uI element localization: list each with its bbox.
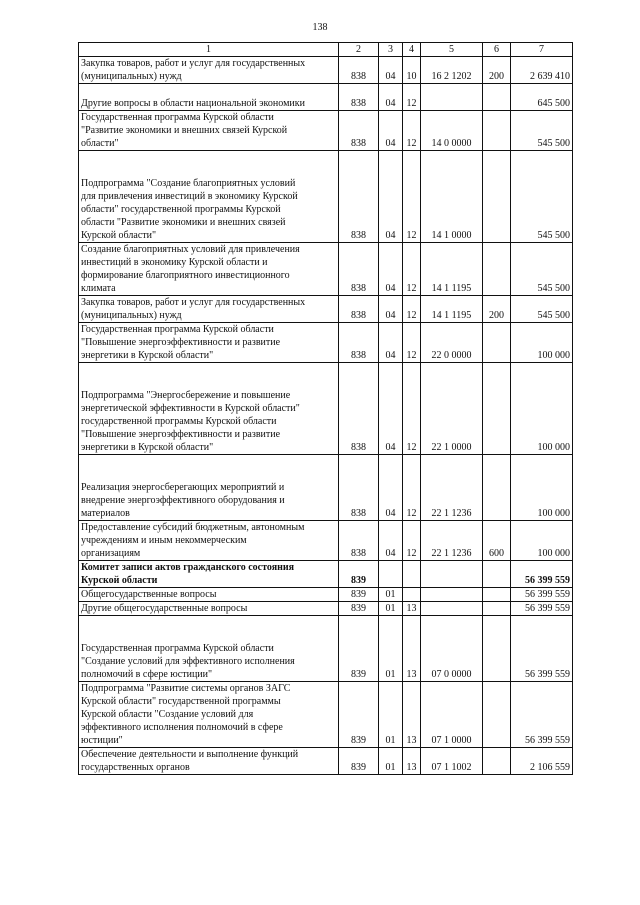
row-name-cell xyxy=(79,588,339,602)
table-row xyxy=(79,602,573,616)
row-name-text: Комитет записи актов гражданского состояния Курской области xyxy=(81,562,295,586)
amount-cell: 2 639 410 xyxy=(511,57,573,84)
subsection-cell: 12 xyxy=(403,84,421,111)
code-cell: 839 xyxy=(339,682,379,748)
expense-type-cell: 600 xyxy=(483,521,511,561)
table-row xyxy=(79,84,573,111)
subsection-cell: 13 xyxy=(403,602,421,616)
target-article-cell: 22 0 0000 xyxy=(421,323,483,363)
section-cell: 04 xyxy=(379,521,403,561)
amount-cell: 545 500 xyxy=(511,296,573,323)
row-name-cell xyxy=(79,748,339,775)
code-cell: 838 xyxy=(339,84,379,111)
target-article-cell xyxy=(421,84,483,111)
target-article-cell: 14 1 1195 xyxy=(421,243,483,296)
row-name-text: Подпрограмма "Создание благоприятных условий для привлечения инвестиций в экономику Курской области" государственной программы Курской области "Развитие экономики и внешних связей Курской области" xyxy=(81,178,298,241)
section-cell: 01 xyxy=(379,588,403,602)
column-header: 1 xyxy=(79,43,339,57)
code-cell: 839 xyxy=(339,588,379,602)
code-cell: 839 xyxy=(339,748,379,775)
row-name-text: Общегосударственные вопросы xyxy=(81,589,217,600)
row-name-cell xyxy=(79,151,339,243)
subsection-cell: 12 xyxy=(403,296,421,323)
amount-cell: 56 399 559 xyxy=(511,561,573,588)
target-article-cell: 07 0 0000 xyxy=(421,616,483,682)
code-cell: 838 xyxy=(339,296,379,323)
amount-cell: 56 399 559 xyxy=(511,602,573,616)
amount-cell: 100 000 xyxy=(511,363,573,455)
amount-cell: 645 500 xyxy=(511,84,573,111)
table-row xyxy=(79,111,573,151)
section-cell: 04 xyxy=(379,363,403,455)
section-cell: 04 xyxy=(379,243,403,296)
row-name-cell xyxy=(79,84,339,111)
row-name-text: Другие вопросы в области национальной экономики xyxy=(81,98,305,109)
expense-type-cell xyxy=(483,84,511,111)
table-row xyxy=(79,57,573,84)
table-row xyxy=(79,588,573,602)
code-cell: 839 xyxy=(339,616,379,682)
row-name-text: Реализация энергосберегающих мероприятий и внедрение энергоэффективного оборудования и материалов xyxy=(81,482,285,519)
expense-type-cell xyxy=(483,455,511,521)
code-cell: 839 xyxy=(339,602,379,616)
row-name-cell xyxy=(79,243,339,296)
amount-cell: 56 399 559 xyxy=(511,682,573,748)
expense-type-cell xyxy=(483,151,511,243)
row-name-cell xyxy=(79,57,339,84)
expense-type-cell xyxy=(483,323,511,363)
column-header: 3 xyxy=(379,43,403,57)
expense-type-cell: 200 xyxy=(483,57,511,84)
target-article-cell: 07 1 1002 xyxy=(421,748,483,775)
row-name-text: Создание благоприятных условий для привлечения инвестиций в экономику Курской области и формирование благоприятного инвестиционного климата xyxy=(81,244,300,294)
section-cell: 04 xyxy=(379,111,403,151)
subsection-cell xyxy=(403,561,421,588)
row-name-cell xyxy=(79,682,339,748)
row-name-cell xyxy=(79,296,339,323)
code-cell: 838 xyxy=(339,363,379,455)
subsection-cell: 12 xyxy=(403,151,421,243)
row-name-cell xyxy=(79,521,339,561)
section-cell: 04 xyxy=(379,296,403,323)
section-cell xyxy=(379,561,403,588)
column-header: 6 xyxy=(483,43,511,57)
amount-cell: 545 500 xyxy=(511,243,573,296)
table-row xyxy=(79,616,573,682)
subsection-cell: 13 xyxy=(403,616,421,682)
row-name-cell xyxy=(79,561,339,588)
amount-cell: 545 500 xyxy=(511,111,573,151)
target-article-cell: 22 1 0000 xyxy=(421,363,483,455)
subsection-cell: 13 xyxy=(403,748,421,775)
expense-type-cell xyxy=(483,602,511,616)
expense-type-cell xyxy=(483,363,511,455)
row-name-text: Предоставление субсидий бюджетным, автономным учреждениям и иным некоммерческим организациям xyxy=(81,522,305,559)
table-header-row xyxy=(79,43,573,57)
table-row xyxy=(79,682,573,748)
target-article-cell: 07 1 0000 xyxy=(421,682,483,748)
subsection-cell: 10 xyxy=(403,57,421,84)
row-name-cell xyxy=(79,323,339,363)
page-number: 138 xyxy=(312,22,328,33)
section-cell: 04 xyxy=(379,323,403,363)
row-name-text: Другие общегосударственные вопросы xyxy=(81,603,248,614)
expense-type-cell xyxy=(483,682,511,748)
section-cell: 04 xyxy=(379,84,403,111)
expense-type-cell: 200 xyxy=(483,296,511,323)
column-header: 7 xyxy=(511,43,573,57)
table-row xyxy=(79,455,573,521)
target-article-cell xyxy=(421,561,483,588)
amount-cell: 100 000 xyxy=(511,521,573,561)
section-cell: 04 xyxy=(379,57,403,84)
column-header: 2 xyxy=(339,43,379,57)
row-name-text: Обеспечение деятельности и выполнение функций государственных органов xyxy=(81,749,299,773)
expense-type-cell xyxy=(483,588,511,602)
subsection-cell: 12 xyxy=(403,243,421,296)
subsection-cell: 12 xyxy=(403,323,421,363)
row-name-cell xyxy=(79,363,339,455)
expense-type-cell xyxy=(483,243,511,296)
row-name-text: Государственная программа Курской области "Развитие экономики и внешних связей Курской области" xyxy=(81,112,288,149)
table-row xyxy=(79,521,573,561)
section-cell: 01 xyxy=(379,602,403,616)
row-name-cell xyxy=(79,616,339,682)
section-cell: 01 xyxy=(379,682,403,748)
column-header: 5 xyxy=(421,43,483,57)
row-name-text: Подпрограмма "Энергосбережение и повышение энергетической эффективности в Курской области" государственной программы Курской области "Повышение энергоэффективности и развитие энергетики в Курской области" xyxy=(81,390,300,453)
expense-type-cell xyxy=(483,616,511,682)
row-name-text: Подпрограмма "Развитие системы органов ЗАГС Курской области" государственной программы Курской области "Создание условий для эффективного исполнения полномочий в сфере юстиции" xyxy=(81,683,291,746)
expense-type-cell xyxy=(483,561,511,588)
subsection-cell: 13 xyxy=(403,682,421,748)
subsection-cell: 12 xyxy=(403,521,421,561)
budget-table xyxy=(78,42,573,775)
target-article-cell xyxy=(421,588,483,602)
table-row xyxy=(79,296,573,323)
table-row xyxy=(79,323,573,363)
row-name-cell xyxy=(79,111,339,151)
section-cell: 01 xyxy=(379,616,403,682)
code-cell: 838 xyxy=(339,323,379,363)
target-article-cell: 14 1 0000 xyxy=(421,151,483,243)
code-cell: 838 xyxy=(339,521,379,561)
target-article-cell: 22 1 1236 xyxy=(421,455,483,521)
expense-type-cell xyxy=(483,111,511,151)
subsection-cell: 12 xyxy=(403,363,421,455)
code-cell: 839 xyxy=(339,561,379,588)
amount-cell: 100 000 xyxy=(511,455,573,521)
subsection-cell xyxy=(403,588,421,602)
table-row xyxy=(79,561,573,588)
code-cell: 838 xyxy=(339,111,379,151)
column-header: 4 xyxy=(403,43,421,57)
subsection-cell: 12 xyxy=(403,111,421,151)
row-name-text: Государственная программа Курской области "Создание условий для эффективного исполнения полномочий в сфере юстиции" xyxy=(81,643,295,680)
code-cell: 838 xyxy=(339,57,379,84)
expense-type-cell xyxy=(483,748,511,775)
target-article-cell xyxy=(421,602,483,616)
table-row xyxy=(79,748,573,775)
target-article-cell: 14 0 0000 xyxy=(421,111,483,151)
row-name-cell xyxy=(79,602,339,616)
target-article-cell: 16 2 1202 xyxy=(421,57,483,84)
amount-cell: 545 500 xyxy=(511,151,573,243)
row-name-cell xyxy=(79,455,339,521)
code-cell: 838 xyxy=(339,151,379,243)
table-row xyxy=(79,151,573,243)
row-name-text: Закупка товаров, работ и услуг для государственных (муниципальных) нужд xyxy=(81,297,306,321)
code-cell: 838 xyxy=(339,243,379,296)
section-cell: 01 xyxy=(379,748,403,775)
row-name-text: Государственная программа Курской области "Повышение энергоэффективности и развитие энергетики в Курской области" xyxy=(81,324,281,361)
code-cell: 838 xyxy=(339,455,379,521)
target-article-cell: 22 1 1236 xyxy=(421,521,483,561)
subsection-cell: 12 xyxy=(403,455,421,521)
amount-cell: 56 399 559 xyxy=(511,616,573,682)
table-row xyxy=(79,363,573,455)
table-row xyxy=(79,243,573,296)
row-name-text: Закупка товаров, работ и услуг для государственных (муниципальных) нужд xyxy=(81,58,306,82)
amount-cell: 56 399 559 xyxy=(511,588,573,602)
section-cell: 04 xyxy=(379,151,403,243)
amount-cell: 2 106 559 xyxy=(511,748,573,775)
section-cell: 04 xyxy=(379,455,403,521)
amount-cell: 100 000 xyxy=(511,323,573,363)
target-article-cell: 14 1 1195 xyxy=(421,296,483,323)
